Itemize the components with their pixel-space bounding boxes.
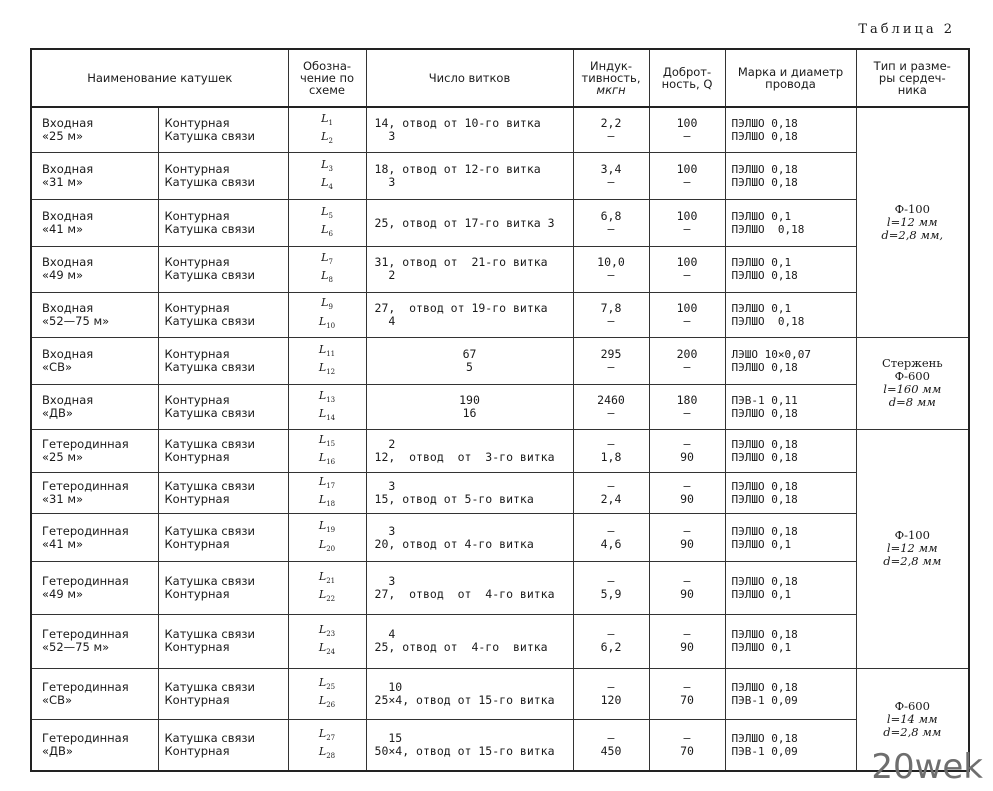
turns-count: 67 5 [366,337,573,384]
table-row [31,107,969,152]
coil-group-name: Гетеродинная «25 м» [31,430,158,473]
coil-kind: Катушка связи Контурная [158,668,288,719]
coil-group-name: Гетеродинная «ДВ» [31,720,158,771]
wire-spec: ПЭЛШО 0,18 ПЭЛШО 0,18 [725,152,856,199]
wire-spec: ПЭЛШО 0,1 ПЭЛШО 0,18 [725,247,856,292]
coil-group-name: Гетеродинная «41 м» [31,514,158,561]
coil-group-name: Входная «25 м» [31,107,158,152]
header-wire: Марка и диаметр провода [725,49,856,107]
table-caption: Таблица 2 [858,22,955,37]
coil-kind: Катушка связи Контурная [158,514,288,561]
coil-group-name: Гетеродинная «СВ» [31,668,158,719]
table-row [31,385,969,430]
turns-count: 10 25×4, отвод от 15-го витка [366,668,573,719]
coil-kind: Катушка связи Контурная [158,430,288,473]
coil-kind: Катушка связи Контурная [158,561,288,614]
quality-value: 200 — [649,337,725,384]
inductance-value: — 6,2 [573,615,649,668]
coil-kind: Контурная Катушка связи [158,152,288,199]
wire-spec: ЛЭШО 10×0,07 ПЭЛШО 0,18 [725,337,856,384]
quality-value: — 90 [649,514,725,561]
header-designation: Обозна- чение по схеме [288,49,366,107]
coil-kind: Контурная Катушка связи [158,200,288,247]
table-row [31,473,969,514]
inductance-value: — 1,8 [573,430,649,473]
coil-kind: Контурная Катушка связи [158,247,288,292]
turns-count: 14, отвод от 10-го витка 3 [366,107,573,152]
coil-kind: Контурная Катушка связи [158,292,288,337]
turns-count: 27, отвод от 19-го витка 4 [366,292,573,337]
core-spec: Стержень Ф-600 l=160 мм d=8 мм [856,337,969,430]
coil-kind: Контурная Катушка связи [158,337,288,384]
coil-kind: Контурная Катушка связи [158,107,288,152]
inductance-value: 295 — [573,337,649,384]
table-row [31,668,969,719]
table-row [31,247,969,292]
coil-designation: $L_{19}$ $L_{20}$ [288,514,366,561]
coil-designation: $L_{13}$ $L_{14}$ [288,385,366,430]
wire-spec: ПЭЛШО 0,18 ПЭЛШО 0,1 [725,561,856,614]
wire-spec: ПЭЛШО 0,18 ПЭЛШО 0,1 [725,514,856,561]
quality-value: — 90 [649,615,725,668]
table-row [31,200,969,247]
header-quality: Доброт- ность, Q [649,49,725,107]
wire-spec: ПЭЛШО 0,18 ПЭЛШО 0,18 [725,473,856,514]
table-row [31,615,969,668]
header-core: Тип и разме- ры сердеч- ника [856,49,969,107]
turns-count: 15 50×4, отвод от 15-го витка [366,720,573,771]
quality-value: — 90 [649,473,725,514]
coil-group-name: Входная «41 м» [31,200,158,247]
quality-value: 100 — [649,152,725,199]
turns-count: 31, отвод от 21-го витка 2 [366,247,573,292]
coil-kind: Контурная Катушка связи [158,385,288,430]
inductance-value: 3,4 — [573,152,649,199]
coil-designation: $L_{11}$ $L_{12}$ [288,337,366,384]
inductance-value: 2,2 — [573,107,649,152]
turns-count: 3 20, отвод от 4-го витка [366,514,573,561]
coil-group-name: Гетеродинная «49 м» [31,561,158,614]
quality-value: 100 — [649,292,725,337]
quality-value: — 70 [649,668,725,719]
wire-spec: ПЭЛШО 0,1 ПЭЛШО 0,18 [725,200,856,247]
coil-designation: $L_{21}$ $L_{22}$ [288,561,366,614]
coil-kind: Катушка связи Контурная [158,615,288,668]
inductance-value: — 5,9 [573,561,649,614]
header-coil-name: Наименование катушек [31,49,288,107]
inductance-value: — 120 [573,668,649,719]
turns-count: 3 27, отвод от 4-го витка [366,561,573,614]
turns-count: 25, отвод от 17-го витка 3 [366,200,573,247]
coil-designation: $L_{17}$ $L_{18}$ [288,473,366,514]
table-header-row [31,49,969,107]
wire-spec: ПЭЛШО 0,18 ПЭВ-1 0,09 [725,720,856,771]
header-inductance: Индук- тивность, мкгн [573,49,649,107]
coil-designation: $L_7$ $L_8$ [288,247,366,292]
coil-designation: $L_{27}$ $L_{28}$ [288,720,366,771]
turns-count: 4 25, отвод от 4-го витка [366,615,573,668]
turns-count: 3 15, отвод от 5-го витка [366,473,573,514]
table-row [31,720,969,771]
inductance-value: — 2,4 [573,473,649,514]
turns-count: 18, отвод от 12-го витка 3 [366,152,573,199]
coil-designation: $L_5$ $L_6$ [288,200,366,247]
table-row [31,430,969,473]
quality-value: 100 — [649,247,725,292]
turns-count: 2 12, отвод от 3-го витка [366,430,573,473]
table-row [31,292,969,337]
wire-spec: ПЭЛШО 0,18 ПЭЛШО 0,18 [725,430,856,473]
quality-value: — 90 [649,561,725,614]
quality-value: — 70 [649,720,725,771]
coil-designation: $L_{25}$ $L_{26}$ [288,668,366,719]
core-spec: Ф-600 l=14 мм d=2,8 мм [856,668,969,771]
turns-count: 190 16 [366,385,573,430]
inductance-value: 10,0 — [573,247,649,292]
inductance-value: — 4,6 [573,514,649,561]
inductance-value: 6,8 — [573,200,649,247]
coil-group-name: Входная «52—75 м» [31,292,158,337]
inductance-value: 7,8 — [573,292,649,337]
quality-value: 100 — [649,200,725,247]
wire-spec: ПЭЛШО 0,18 ПЭЛШО 0,1 [725,615,856,668]
coil-group-name: Входная «ДВ» [31,385,158,430]
table-row [31,514,969,561]
wire-spec: ПЭЛШО 0,1 ПЭЛШО 0,18 [725,292,856,337]
wire-spec: ПЭВ-1 0,11 ПЭЛШО 0,18 [725,385,856,430]
core-spec: Ф-100 l=12 мм d=2,8 мм, [856,107,969,337]
wire-spec: ПЭЛШО 0,18 ПЭЛШО 0,18 [725,107,856,152]
inductance-value: 2460 — [573,385,649,430]
table-row [31,152,969,199]
header-turns: Число витков [366,49,573,107]
coil-group-name: Гетеродинная «31 м» [31,473,158,514]
coil-group-name: Входная «31 м» [31,152,158,199]
table-row [31,337,969,384]
table-body [31,107,969,771]
quality-value: 180 — [649,385,725,430]
wire-spec: ПЭЛШО 0,18 ПЭВ-1 0,09 [725,668,856,719]
coil-data-table [30,48,970,772]
coil-kind: Катушка связи Контурная [158,720,288,771]
core-spec: Ф-100 l=12 мм d=2,8 мм [856,430,969,668]
coil-designation: $L_1$ $L_2$ [288,107,366,152]
coil-designation: $L_{23}$ $L_{24}$ [288,615,366,668]
watermark-text: 20wek [871,747,983,787]
quality-value: — 90 [649,430,725,473]
coil-group-name: Входная «СВ» [31,337,158,384]
coil-group-name: Входная «49 м» [31,247,158,292]
coil-designation: $L_9$ $L_{10}$ [288,292,366,337]
coil-designation: $L_{15}$ $L_{16}$ [288,430,366,473]
coil-designation: $L_3$ $L_4$ [288,152,366,199]
inductance-value: — 450 [573,720,649,771]
quality-value: 100 — [649,107,725,152]
coil-group-name: Гетеродинная «52—75 м» [31,615,158,668]
coil-kind: Катушка связи Контурная [158,473,288,514]
table-row [31,561,969,614]
